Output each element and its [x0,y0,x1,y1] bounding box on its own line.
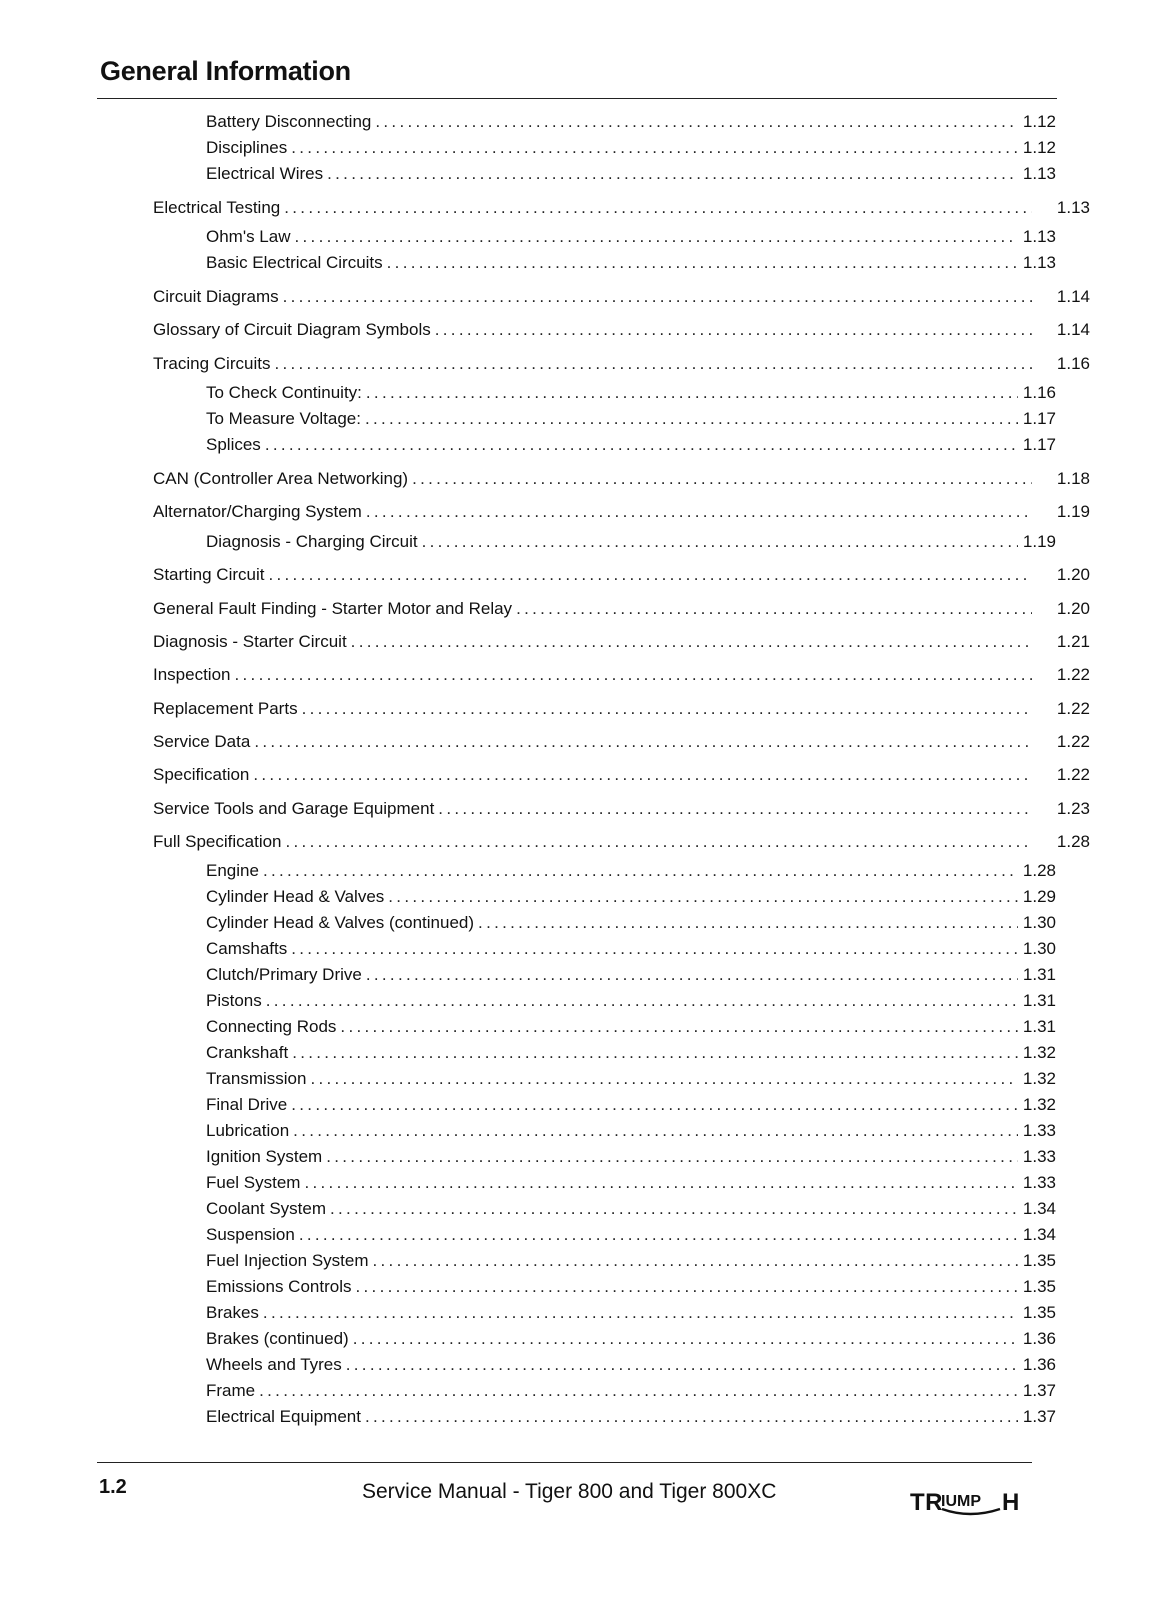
toc-entry-page: 1.16 [1056,354,1090,373]
toc-leader-dots [435,318,1032,342]
toc-leader-dots [353,1327,1018,1351]
toc-leader-dots [274,352,1032,376]
page-title: General Information [100,56,351,86]
toc-entry[interactable] [153,196,1090,220]
footer-rule [97,1462,1032,1463]
toc-entry-page: 1.13 [1056,198,1090,217]
toc-entry-page: 1.34 [1022,1199,1056,1218]
toc-entry-page: 1.20 [1056,599,1090,618]
toc-entry-label: Basic Electrical Circuits [206,253,383,272]
toc-entry[interactable] [206,1249,1056,1273]
toc-entry-label: Coolant System [206,1199,326,1218]
toc-entry[interactable] [206,989,1056,1013]
toc-entry-page: 1.33 [1022,1121,1056,1140]
toc-entry-label: Circuit Diagrams [153,287,279,306]
toc-entry-page: 1.32 [1022,1069,1056,1088]
toc-entry-page: 1.31 [1022,965,1056,984]
toc-entry-label: Cylinder Head & Valves (continued) [206,913,475,932]
toc-entry-page: 1.28 [1022,861,1056,880]
toc-leader-dots [366,963,1018,987]
toc-entry-label: Engine [206,861,259,880]
toc-entry-label: Wheels and Tyres [206,1355,342,1374]
toc-leader-dots [412,467,1032,491]
toc-leader-dots [327,162,1018,186]
toc-entry[interactable] [206,1093,1056,1117]
toc-entry-page: 1.36 [1022,1355,1056,1374]
svg-text:H: H [1002,1489,1020,1516]
toc-entry-page: 1.22 [1056,765,1090,784]
toc-entry-page: 1.35 [1022,1251,1056,1270]
toc-leader-dots [330,1197,1018,1221]
toc-entry-label: Replacement Parts [153,699,298,718]
footer-title: Service Manual - Tiger 800 and Tiger 800XC [362,1480,777,1503]
toc-entry[interactable] [206,407,1056,431]
toc-entry[interactable] [206,1067,1056,1091]
toc-entry-page: 1.17 [1022,409,1056,428]
toc-leader-dots [299,1223,1018,1247]
toc-leader-dots [263,859,1018,883]
toc-entry-label: Ignition System [206,1147,323,1166]
svg-text:TR: TR [910,1489,943,1516]
toc-entry-page: 1.30 [1022,939,1056,958]
toc-leader-dots [388,885,1018,909]
toc-entry-label: Brakes (continued) [206,1329,349,1348]
toc-entry-page: 1.37 [1022,1407,1056,1426]
toc-entry[interactable] [206,1275,1056,1299]
toc-entry[interactable] [153,352,1090,376]
toc-entry[interactable] [206,911,1056,935]
toc-entry[interactable] [206,1015,1056,1039]
toc-entry-page: 1.19 [1056,502,1090,521]
toc-entry-label: Camshafts [206,939,288,958]
toc-entry[interactable] [206,110,1056,134]
toc-leader-dots [302,697,1032,721]
toc-entry[interactable] [153,318,1090,342]
toc-entry[interactable] [206,1041,1056,1065]
toc-entry-page: 1.22 [1056,699,1090,718]
toc-entry-page: 1.23 [1056,799,1090,818]
toc-entry-page: 1.33 [1022,1173,1056,1192]
toc-leader-dots [268,563,1032,587]
toc-entry-label: Clutch/Primary Drive [206,965,362,984]
toc-leader-dots [283,285,1032,309]
toc-entry-page: 1.13 [1022,227,1056,246]
toc-entry[interactable] [206,381,1056,405]
toc-entry-label: Specification [153,765,250,784]
toc-leader-dots [259,1379,1018,1403]
toc-entry-label: Starting Circuit [153,565,265,584]
toc-entry-label: Electrical Testing [153,198,281,217]
toc-entry[interactable] [206,1353,1056,1377]
toc-leader-dots [304,1171,1018,1195]
toc-entry-label: Lubrication [206,1121,290,1140]
toc-entry-label: To Check Continuity: [206,383,362,402]
toc-entry-label: Suspension [206,1225,295,1244]
toc-entry[interactable] [206,136,1056,160]
toc-entry-label: General Fault Finding - Starter Motor and Relay [153,599,513,618]
triumph-logo [908,1482,1033,1522]
toc-entry[interactable] [153,467,1090,491]
toc-entry-page: 1.35 [1022,1277,1056,1296]
toc-entry-label: Frame [206,1381,256,1400]
toc-entry-page: 1.21 [1056,632,1090,651]
toc-entry-page: 1.32 [1022,1095,1056,1114]
toc-entry-page: 1.14 [1056,320,1090,339]
toc-entry-label: Brakes [206,1303,259,1322]
toc-entry[interactable] [206,1171,1056,1195]
toc-entry[interactable] [153,500,1090,524]
toc-leader-dots [293,1119,1018,1143]
toc-leader-dots [295,225,1019,249]
toc-entry-page: 1.36 [1022,1329,1056,1348]
toc-entry[interactable] [206,1197,1056,1221]
toc-leader-dots [366,381,1018,405]
toc-leader-dots [366,500,1032,524]
toc-leader-dots [375,110,1018,134]
toc-entry-page: 1.35 [1022,1303,1056,1322]
toc-entry-page: 1.14 [1056,287,1090,306]
toc-leader-dots [263,1301,1018,1325]
toc-entry-label: Final Drive [206,1095,288,1114]
toc-entry-label: Electrical Wires [206,164,324,183]
toc-entry-page: 1.20 [1056,565,1090,584]
toc-leader-dots [265,433,1018,457]
toc-entry-label: Transmission [206,1069,307,1088]
toc-leader-dots [253,763,1032,787]
toc-entry-label: Emissions Controls [206,1277,352,1296]
toc-entry-label: Glossary of Circuit Diagram Symbols [153,320,431,339]
toc-leader-dots [365,407,1018,431]
toc-entry[interactable] [206,1301,1056,1325]
toc-entry-label: Service Data [153,732,251,751]
toc-entry-page: 1.18 [1056,469,1090,488]
toc-entry-label: Electrical Equipment [206,1407,361,1426]
toc-entry-label: Cylinder Head & Valves [206,887,385,906]
toc-entry[interactable] [153,797,1090,821]
toc-entry[interactable] [153,663,1090,687]
toc-entry-label: To Measure Voltage: [206,409,361,428]
toc-entry-page: 1.31 [1022,1017,1056,1036]
toc-leader-dots [438,797,1032,821]
toc-entry-label: Ohm's Law [206,227,291,246]
toc-entry-label: Diagnosis - Starter Circuit [153,632,347,651]
toc-entry-label: Fuel Injection System [206,1251,369,1270]
toc-entry[interactable] [153,630,1090,654]
toc-entry-page: 1.17 [1022,435,1056,454]
toc-entry-page: 1.16 [1022,383,1056,402]
toc-entry[interactable] [206,1119,1056,1143]
toc-leader-dots [516,597,1032,621]
toc-entry[interactable] [153,563,1090,587]
page-number: 1.2 [99,1476,127,1498]
toc-leader-dots [340,1015,1018,1039]
toc-entry-page: 1.13 [1022,164,1056,183]
toc-entry[interactable] [153,730,1090,754]
toc-entry[interactable] [206,162,1056,186]
toc-entry-label: Crankshaft [206,1043,289,1062]
toc-entry-page: 1.12 [1022,112,1056,131]
toc-entry-page: 1.31 [1022,991,1056,1010]
toc-entry-label: Disciplines [206,138,288,157]
toc-entry-page: 1.37 [1022,1381,1056,1400]
toc-leader-dots [326,1145,1018,1169]
toc-entry-page: 1.13 [1022,253,1056,272]
toc-leader-dots [373,1249,1018,1273]
toc-entry-page: 1.12 [1022,138,1056,157]
toc-entry[interactable] [206,1145,1056,1169]
toc-entry-page: 1.29 [1022,887,1056,906]
toc-leader-dots [356,1275,1019,1299]
toc-entry-label: Fuel System [206,1173,301,1192]
toc-entry[interactable] [206,859,1056,883]
toc-leader-dots [387,251,1018,275]
toc-entry-page: 1.33 [1022,1147,1056,1166]
toc-entry[interactable] [206,251,1056,275]
toc-entry-page: 1.22 [1056,665,1090,684]
toc-entry-page: 1.32 [1022,1043,1056,1062]
toc-entry[interactable] [206,1379,1056,1403]
toc-leader-dots [286,830,1032,854]
toc-leader-dots [365,1405,1018,1429]
toc-entry[interactable] [153,697,1090,721]
toc-entry-label: Pistons [206,991,262,1010]
toc-entry-label: Service Tools and Garage Equipment [153,799,435,818]
toc-entry-page: 1.19 [1022,532,1056,551]
svg-text:IUMP: IUMP [941,1493,981,1510]
toc-entry-page: 1.30 [1022,913,1056,932]
toc-entry[interactable] [206,433,1056,457]
toc-entry[interactable] [206,963,1056,987]
toc-entry[interactable] [153,597,1090,621]
toc-leader-dots [235,663,1033,687]
toc-leader-dots [351,630,1032,654]
toc-entry-page: 1.34 [1022,1225,1056,1244]
toc-entry[interactable] [206,530,1056,554]
toc-entry-label: Full Specification [153,832,282,851]
toc-entry[interactable] [206,885,1056,909]
toc-leader-dots [254,730,1032,754]
toc-entry[interactable] [206,937,1056,961]
toc-entry[interactable] [206,225,1056,249]
toc-leader-dots [291,136,1018,160]
toc-leader-dots [284,196,1032,220]
toc-entry-label: CAN (Controller Area Networking) [153,469,409,488]
toc-entry-label: Inspection [153,665,231,684]
toc-leader-dots [310,1067,1018,1091]
toc-entry[interactable] [206,1223,1056,1247]
toc-entry-label: Connecting Rods [206,1017,337,1036]
toc-leader-dots [346,1353,1018,1377]
toc-entry[interactable] [153,830,1090,854]
toc-leader-dots [422,530,1018,554]
toc-entry[interactable] [153,285,1090,309]
toc-leader-dots [291,1093,1018,1117]
toc-leader-dots [292,1041,1018,1065]
toc-leader-dots [478,911,1018,935]
toc-leader-dots [266,989,1018,1013]
toc-entry-label: Splices [206,435,261,454]
toc-leader-dots [291,937,1018,961]
toc-entry[interactable] [206,1405,1056,1429]
toc-entry-label: Diagnosis - Charging Circuit [206,532,418,551]
toc-entry-page: 1.28 [1056,832,1090,851]
toc-entry[interactable] [206,1327,1056,1351]
toc-entry-label: Alternator/Charging System [153,502,362,521]
toc-entry-label: Battery Disconnecting [206,112,372,131]
toc-entry-label: Tracing Circuits [153,354,271,373]
toc-entry[interactable] [153,763,1090,787]
toc-entry-page: 1.22 [1056,732,1090,751]
